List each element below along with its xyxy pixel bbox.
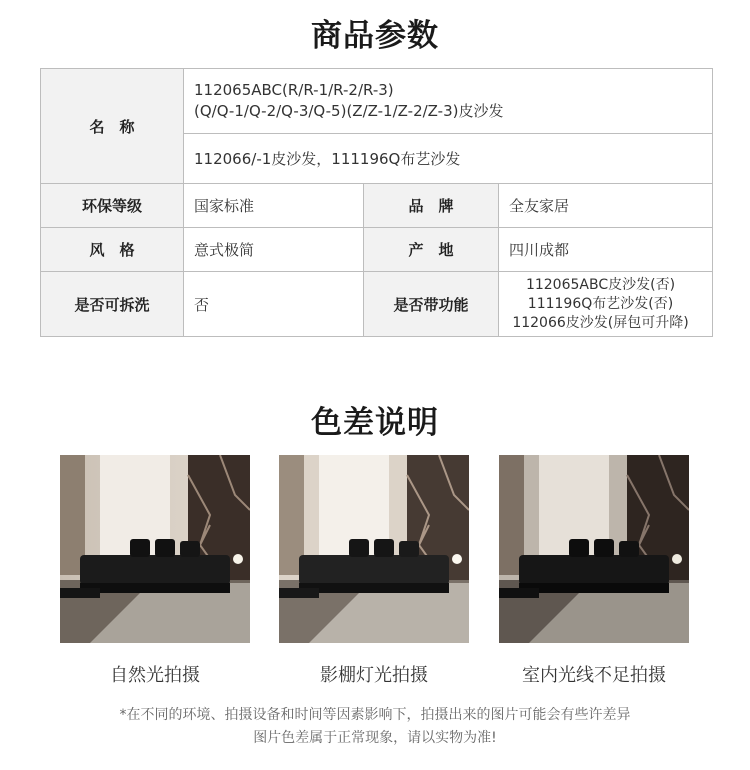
wash-value: 否 — [184, 272, 364, 337]
func-line-3: 112066皮沙发(屏包可升降) — [512, 314, 689, 331]
func-line-1: 112065ABC皮沙发(否) — [525, 276, 676, 293]
env-value: 国家标准 — [184, 184, 364, 228]
spec-table — [40, 68, 713, 337]
caption-studio-light: 影棚灯光拍摄 — [320, 665, 428, 686]
style-value: 意式极简 — [184, 228, 364, 272]
caption-low-light: 室内光线不足拍摄 — [522, 665, 666, 686]
spec-section-title: 商品参数 — [311, 18, 439, 54]
disclaimer-line-1: *在不同的环境、拍摄设备和时间等因素影响下，拍摄出来的图片可能会有些许差异 — [119, 707, 631, 723]
color-section-title: 色差说明 — [311, 405, 439, 441]
func-label: 是否带功能 — [364, 272, 499, 337]
disclaimer-line-2: 图片色差属于正常现象，请以实物为准! — [253, 730, 497, 746]
brand-value: 全友家居 — [499, 184, 713, 228]
sofa-photo-natural-light — [60, 455, 250, 643]
brand-label: 品 牌 — [364, 184, 499, 228]
name-value-models — [184, 69, 713, 134]
wash-label: 是否可拆洗 — [41, 272, 184, 337]
origin-value: 四川成都 — [499, 228, 713, 272]
func-line-2: 111196Q布艺沙发(否) — [527, 295, 674, 312]
func-value — [499, 272, 713, 337]
sofa-photo-low-light — [499, 455, 689, 643]
style-label: 风 格 — [41, 228, 184, 272]
caption-natural-light: 自然光拍摄 — [110, 665, 200, 686]
sofa-photo-studio-light — [279, 455, 469, 643]
name-line-1: 112065ABC(R/R-1/R-2/R-3) — [194, 81, 394, 99]
name-value-other: 112066/-1皮沙发，111196Q布艺沙发 — [184, 134, 713, 184]
origin-label: 产 地 — [364, 228, 499, 272]
name-line-2: (Q/Q-1/Q-2/Q-3/Q-5)(Z/Z-1/Z-2/Z-3)皮沙发 — [194, 102, 504, 120]
env-label: 环保等级 — [41, 184, 184, 228]
name-label: 名 称 — [41, 69, 184, 184]
